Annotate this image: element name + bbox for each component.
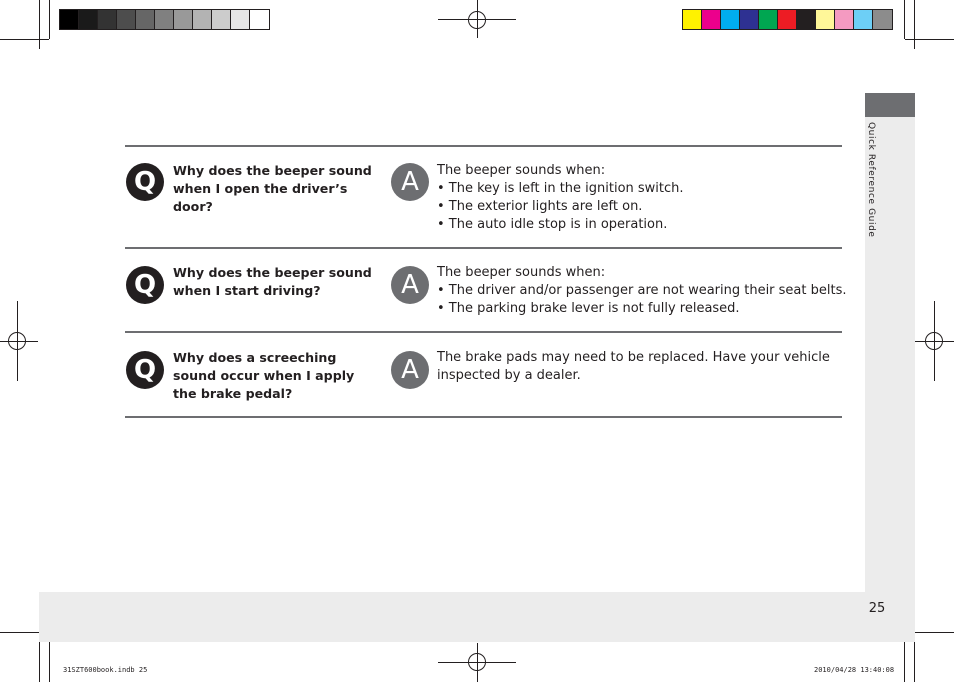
color-swatch xyxy=(98,10,117,29)
qa-row xyxy=(125,162,842,242)
color-swatch xyxy=(683,10,702,29)
color-swatch xyxy=(60,10,79,29)
color-swatch xyxy=(212,10,231,29)
side-tab-header xyxy=(865,93,915,117)
answer-line: • The driver and/or passenger are not wearing their seat belts. xyxy=(437,283,847,298)
answer-text xyxy=(437,162,847,234)
table-rule xyxy=(125,416,842,418)
table-rule xyxy=(125,145,842,147)
crop-mark xyxy=(904,642,905,682)
registration-target-left xyxy=(0,341,38,342)
crop-mark xyxy=(49,642,50,682)
question-badge-icon: Q xyxy=(126,266,164,304)
crop-mark xyxy=(904,0,905,39)
registration-target-right xyxy=(934,301,935,381)
page-number: 25 xyxy=(868,601,886,616)
color-swatch xyxy=(759,10,778,29)
answer-line: The beeper sounds when: xyxy=(437,163,606,178)
crop-mark xyxy=(0,632,39,633)
question-badge-icon: Q xyxy=(126,163,164,201)
color-swatch xyxy=(79,10,98,29)
question-text: Why does the beeper sound when I start driving? xyxy=(173,265,372,298)
answer-line: The beeper sounds when: xyxy=(437,265,606,280)
question-text: Why does a screeching sound occur when I apply the brake pedal? xyxy=(173,350,355,401)
registration-target-left xyxy=(17,301,18,381)
qa-row xyxy=(125,264,847,326)
registration-target-bottom xyxy=(477,643,478,682)
answer-line: • The auto idle stop is in operation. xyxy=(437,217,668,232)
color-swatch xyxy=(174,10,193,29)
color-swatch xyxy=(854,10,873,29)
color-swatch xyxy=(193,10,212,29)
question-text: Why does the beeper sound when I open the driver’s door? xyxy=(173,163,372,214)
slug-file-info: 31SZT600book.indb 25 xyxy=(63,666,148,674)
answer-badge-icon: A xyxy=(391,163,429,201)
color-swatch xyxy=(797,10,816,29)
process-color-bar xyxy=(682,9,893,30)
answer-badge-icon: A xyxy=(391,351,429,389)
answer-line: • The key is left in the ignition switch. xyxy=(437,181,684,196)
answer-line: The brake pads may need to be replaced. Have your vehicle xyxy=(437,350,830,365)
crop-mark xyxy=(49,0,50,39)
color-swatch xyxy=(136,10,155,29)
answer-line: • The parking brake lever is not fully released. xyxy=(437,301,740,316)
color-swatch xyxy=(250,10,269,29)
answer-text xyxy=(437,264,847,318)
answer-line: • The exterior lights are left on. xyxy=(437,199,643,214)
registration-target-top xyxy=(477,0,478,38)
color-swatch xyxy=(816,10,835,29)
qa-row xyxy=(125,349,842,411)
color-swatch xyxy=(155,10,174,29)
answer-line: inspected by a dealer. xyxy=(437,368,581,383)
color-swatch xyxy=(740,10,759,29)
color-swatch xyxy=(721,10,740,29)
crop-mark xyxy=(914,0,915,49)
slug-timestamp: 2010/04/28 13:40:08 xyxy=(814,666,895,674)
crop-mark xyxy=(0,39,49,40)
table-rule xyxy=(125,247,842,249)
footer-band xyxy=(39,592,915,642)
crop-mark xyxy=(905,39,954,40)
crop-mark xyxy=(915,632,954,633)
grayscale-color-bar xyxy=(59,9,270,30)
answer-text xyxy=(437,349,847,385)
crop-mark xyxy=(39,0,40,49)
question-badge-icon: Q xyxy=(126,351,164,389)
color-swatch xyxy=(231,10,250,29)
color-swatch xyxy=(778,10,797,29)
color-swatch xyxy=(873,10,892,29)
answer-badge-icon: A xyxy=(391,266,429,304)
color-swatch xyxy=(117,10,136,29)
section-tab-label: Quick Reference Guide xyxy=(866,122,876,238)
table-rule xyxy=(125,331,842,333)
color-swatch xyxy=(702,10,721,29)
color-swatch xyxy=(835,10,854,29)
